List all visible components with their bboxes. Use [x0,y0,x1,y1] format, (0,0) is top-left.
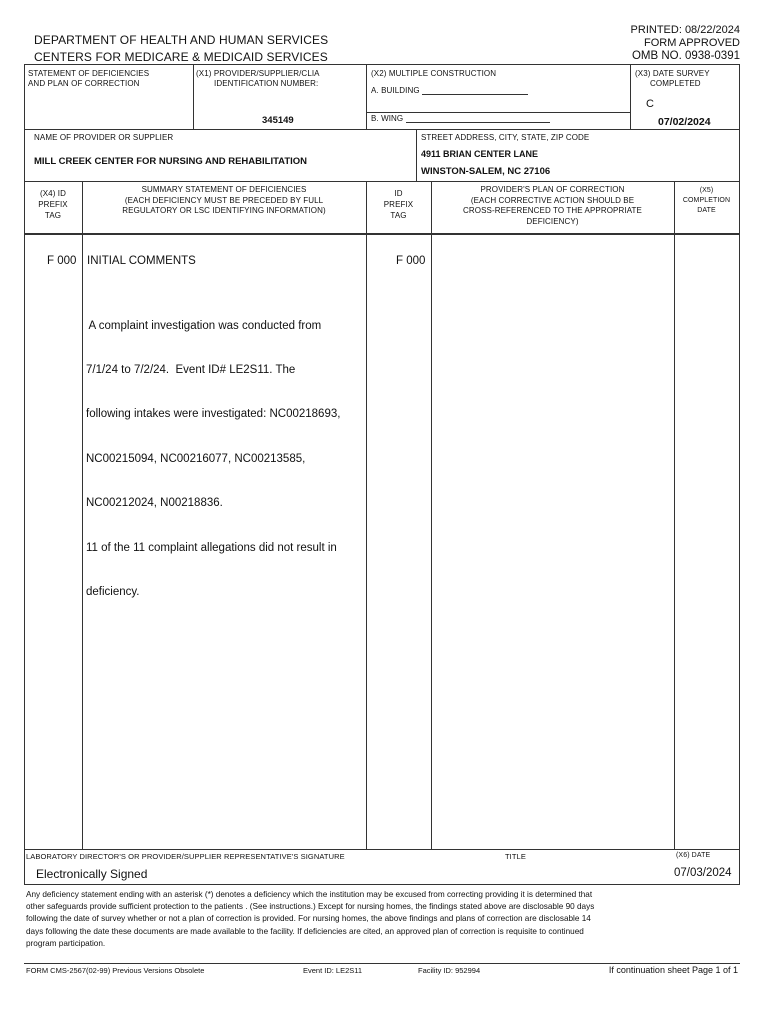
provider-name: MILL CREEK CENTER FOR NURSING AND REHABILITATION [34,156,308,167]
frame-right [739,64,740,884]
col-div-2 [366,181,367,849]
footer-form: FORM CMS-2567(02-99) Previous Versions Obsolete [26,966,205,975]
signature-label: LABORATORY DIRECTOR'S OR PROVIDER/SUPPLIER REPRESENTATIVE'S SIGNATURE [26,852,345,861]
statement-label-1: STATEMENT OF DEFICIENCIES [28,69,150,78]
divider-x1 [193,64,194,129]
disclaimer-line: other safeguards provide sufficient protection to the patients . (See instructions.) Except for nursing homes, the findings stated above are disclosable 90 days [26,902,595,912]
divider-address [416,129,417,181]
entry-line: 7/1/24 to 7/2/24. Event ID# LE2S11. The [86,363,296,376]
frame-left [24,64,25,884]
agency-line-1: DEPARTMENT OF HEALTH AND HUMAN SERVICES [34,33,329,47]
x2-building: A. BUILDING [371,86,528,95]
id-header: ID PREFIX TAG [383,189,414,220]
disclaimer-line: program participation. [26,938,106,948]
footer-page: If continuation sheet Page 1 of 1 [608,965,738,975]
x3-label-1: (X3) DATE SURVEY [635,69,710,78]
signature-value: Electronically Signed [36,867,148,881]
x3-code: C [646,98,654,110]
x2-wing: B. WING [371,114,550,123]
agency-line-2: CENTERS FOR MEDICARE & MEDICAID SERVICES [34,50,328,64]
frame-footer [24,963,740,964]
entry-line: 11 of the 11 complaint allegations did not result in [86,541,337,554]
col-div-1 [82,181,83,849]
x1-label-2: IDENTIFICATION NUMBER: [214,79,319,88]
frame-top [24,64,740,65]
frame-row-4 [24,849,740,850]
disclaimer-line: Any deficiency statement ending with an asterisk (*) denotes a deficiency which the institution may be excused from correcting providing it is determined that [26,890,593,899]
x4-header: (X4) ID PREFIX TAG [38,189,68,220]
tag-left: F 000 [47,255,77,267]
title-label: TITLE [505,852,526,861]
x1-label-1: (X1) PROVIDER/SUPPLIER/CLIA [196,69,320,78]
date-label: (X6) DATE [676,852,711,859]
provider-id-number: 345149 [262,115,294,126]
entry-line: deficiency. [86,585,140,598]
address-label: STREET ADDRESS, CITY, STATE, ZIP CODE [421,133,590,142]
divider-x2 [366,64,367,129]
entry-line: NC00215094, NC00216077, NC00213585, [86,452,306,465]
provider-name-label: NAME OF PROVIDER OR SUPPLIER [34,133,174,142]
disclaimer-line: following the date of survey whether or not a plan of correction is provided. For nursing homes, the above findings and plans of correction are disclosable 14 [26,914,591,924]
entry-body [86,289,362,615]
form-approved: FORM APPROVED [644,37,740,49]
summary-header: SUMMARY STATEMENT OF DEFICIENCIES (EACH DEFICIENCY MUST BE PRECEDED BY FULL REGULATORY OR LSC IDENTIFYING INFORMATION) [122,185,326,215]
frame-row-5 [24,884,740,885]
divider-x3 [630,64,631,129]
entry-line: A complaint investigation was conducted from [86,319,322,332]
signature-date: 07/03/2024 [674,867,732,879]
disclaimer-line: days following the date these documents are made available to the facility. If deficiencies are cited, an approved plan of correction is requisite to continued [26,926,584,936]
x2-label: (X2) MULTIPLE CONSTRUCTION [371,69,497,78]
entry-heading: INITIAL COMMENTS [87,255,196,267]
x3-label-2: COMPLETED [650,79,701,88]
footer-facility: Facility ID: 952994 [418,966,481,975]
col-div-3 [431,181,432,849]
printed-date: PRINTED: 08/22/2024 [630,24,740,36]
frame-row-2 [24,181,740,182]
frame-row-3 [24,233,740,235]
plan-header: PROVIDER'S PLAN OF CORRECTION (EACH CORRECTIVE ACTION SHOULD BE CROSS-REFERENCED TO THE APPROPRIATE DEFICIENCY) [463,185,642,226]
col-div-4 [674,181,675,849]
entry-line: NC00212024, N00218836. [86,497,223,510]
statement-label-2: AND PLAN OF CORRECTION [28,79,140,88]
survey-date: 07/02/2024 [658,116,711,128]
entry-line: following intakes were investigated: NC00218693, [86,408,341,421]
footer-event: Event ID: LE2S11 [303,966,363,975]
omb-number: OMB NO. 0938-0391 [631,50,740,62]
disclaimer [26,889,738,950]
address-line-1: 4911 BRIAN CENTER LANE [421,149,539,159]
frame-row-1 [24,129,740,130]
divider-building-wing [366,112,630,113]
address-line-2: WINSTON-SALEM, NC 27106 [421,166,551,177]
x5-header: (X5) COMPLETION DATE [682,187,731,214]
tag-right: F 000 [396,255,426,267]
